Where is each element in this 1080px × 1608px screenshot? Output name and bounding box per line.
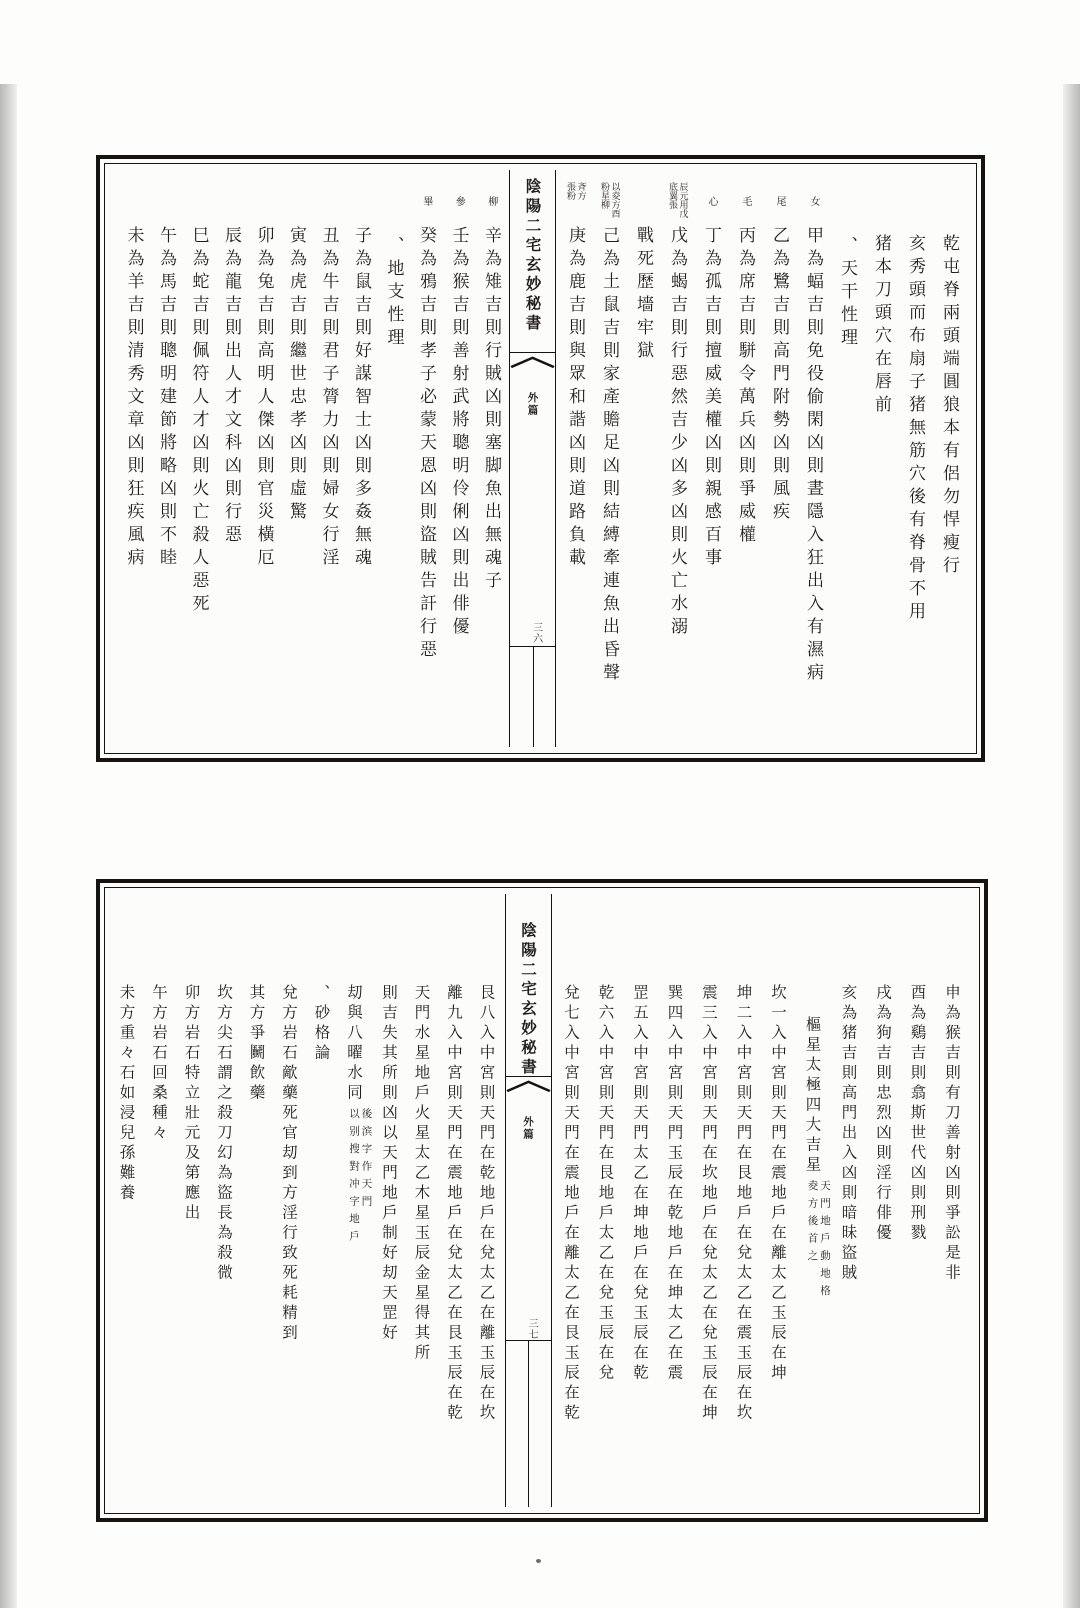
lunar-mansion-annotation bbox=[667, 182, 688, 218]
text-column bbox=[558, 170, 592, 747]
lunar-mansion-annotation: 柳 bbox=[485, 196, 497, 207]
text-column bbox=[247, 170, 280, 747]
part-label: 外篇 bbox=[526, 392, 539, 417]
section-heading-column bbox=[830, 170, 864, 747]
note-line: 以别搜對冲字地戶 bbox=[348, 1108, 360, 1248]
text-column bbox=[438, 894, 471, 1507]
column-text: 乾六入中宮則天門在艮地戶太乙在兌玉辰在兌 bbox=[596, 984, 615, 1384]
text-column bbox=[373, 894, 406, 1507]
column-text: 戰死歷墻牢獄 bbox=[633, 226, 653, 364]
book-page-37 bbox=[96, 879, 988, 1522]
column-text: 申為猴吉則有刀善射凶則爭訟是非 bbox=[943, 984, 961, 1284]
centerfold bbox=[509, 170, 556, 747]
scan-edge-left bbox=[0, 84, 17, 1608]
column-text: 坤二入中宮則天門在艮地戶在兌太乙在震玉辰在坎 bbox=[734, 984, 753, 1424]
book-page-36 bbox=[96, 155, 985, 762]
text-column bbox=[475, 170, 508, 747]
text-column bbox=[442, 170, 475, 747]
annotation-line: 斉方 bbox=[575, 182, 586, 200]
text-column bbox=[240, 894, 273, 1507]
column-text: 庚為鹿吉則與眾和諧凶則道路負載 bbox=[565, 226, 585, 571]
column-text: 坎一入中宮則天門在震地戶在離太乙玉辰在坤 bbox=[769, 984, 787, 1384]
part-label: 外篇 bbox=[522, 1116, 534, 1141]
page-36-text-flow bbox=[115, 170, 966, 747]
text-column bbox=[866, 894, 901, 1507]
fishtail-chevron-icon bbox=[506, 1080, 551, 1092]
column-text: 午為馬吉則聰明建節將略凶則不睦 bbox=[156, 226, 176, 571]
text-column bbox=[143, 894, 176, 1507]
lunar-mansion-annotation: 參 bbox=[453, 196, 465, 207]
annotation-line: 辰元用戊 bbox=[677, 182, 688, 218]
column-text: 兌七入中宮則天門在震地戶在離太乙在艮玉辰在乾 bbox=[562, 984, 580, 1424]
lunar-mansion-annotation: 心 bbox=[706, 196, 717, 207]
column-text: 未為羊吉則清秀文章凶則狂疾風病 bbox=[123, 226, 144, 571]
text-column bbox=[728, 170, 762, 747]
text-column bbox=[726, 894, 761, 1507]
page-frame-inner bbox=[104, 887, 980, 1514]
text-column bbox=[117, 170, 150, 747]
text-column bbox=[470, 894, 503, 1507]
column-text: 罡五入中宮則天門太乙在坤地戶在兌玉辰在乾 bbox=[631, 984, 649, 1384]
column-text: 巳為蛇吉則佩符人才凶則火亡殺人惡死 bbox=[188, 226, 209, 617]
section-heading-column bbox=[377, 170, 410, 747]
text-column bbox=[110, 894, 143, 1507]
text-column bbox=[692, 894, 727, 1507]
text-column bbox=[660, 170, 694, 747]
annotation-line: 以夌方酉 bbox=[609, 182, 620, 218]
column-text: 丁為孤吉則擅威美權凶則親感百事 bbox=[701, 226, 721, 571]
column-text: 甲為蝠吉則免役偷閑凶則晝隱入狂出入有濕病 bbox=[803, 226, 823, 686]
column-text: 未方重々石如浸兒孫難養 bbox=[117, 984, 136, 1204]
lunar-mansion-annotation: 毛 bbox=[740, 196, 751, 207]
lunar-mansion-annotation: 尾 bbox=[774, 196, 785, 207]
text-column bbox=[208, 894, 241, 1507]
text-column bbox=[762, 170, 796, 747]
column-text: 丑為牛吉則君子膂力凶則婦女行淫 bbox=[318, 226, 339, 571]
lunar-mansion-annotation: 女 bbox=[808, 196, 819, 207]
text-column bbox=[554, 894, 589, 1507]
text-column bbox=[623, 894, 658, 1507]
column-text: 樞星太極四大吉星 bbox=[803, 1016, 822, 1176]
column-text: 午方岩石回桑種々 bbox=[150, 984, 168, 1144]
left-text-block bbox=[110, 894, 503, 1507]
lunar-mansion-annotation bbox=[599, 182, 620, 218]
column-text: 辰為龍吉則出人才文科凶則行惡 bbox=[221, 226, 241, 548]
column-text: 丙為席吉則駢令萬兵凶則爭威權 bbox=[735, 226, 755, 548]
text-column bbox=[280, 170, 313, 747]
text-column bbox=[935, 894, 970, 1507]
annotation-line: 底翼張 bbox=[667, 182, 677, 209]
page-37-text-flow bbox=[115, 894, 969, 1507]
column-text: 子為鼠吉則好謀智士凶則多姦無魂 bbox=[351, 226, 371, 571]
text-column bbox=[182, 170, 215, 747]
text-column bbox=[795, 894, 831, 1507]
text-column bbox=[592, 170, 626, 747]
column-text: 亥為猪吉則高門出入凶則暗昧盜賊 bbox=[839, 984, 858, 1284]
text-column bbox=[312, 170, 345, 747]
column-text: 、天干性理 bbox=[837, 236, 857, 351]
column-text: 酉為鷄吉則翕斯世代凶則刑戮 bbox=[908, 984, 927, 1244]
column-text: 乾屯脊兩頭端圓狼本有侶勿悍瘦行 bbox=[939, 234, 959, 579]
right-text-block bbox=[554, 894, 970, 1507]
left-text-block bbox=[117, 170, 507, 747]
centerfold-tail-rules bbox=[506, 1340, 551, 1507]
fishtail-chevron-icon bbox=[510, 356, 555, 368]
column-text: 辛為雉吉則行賊凶則塞脚魚出無魂子 bbox=[481, 226, 501, 594]
column-text: 癸為鴉吉則孝子必蒙天恩凶則盜賊告訐行惡 bbox=[416, 226, 436, 663]
column-text: 艮八入中宮則天門在乾地戶在兌太乙在離玉辰在坎 bbox=[477, 984, 496, 1424]
text-column bbox=[900, 894, 935, 1507]
column-text: 卯為兔吉則高明人傑凶則官災橫厄 bbox=[253, 226, 274, 571]
text-column bbox=[932, 170, 966, 747]
text-column bbox=[273, 894, 306, 1507]
column-text: 乙為鷺吉則高門附勢凶則風疾 bbox=[769, 226, 789, 525]
column-text: 震三入中宮則天門在坎地戶在兌太乙在兌玉辰在坤 bbox=[700, 984, 718, 1424]
text-column bbox=[175, 894, 208, 1507]
text-column bbox=[338, 894, 373, 1507]
note-line: 後滨字作天門 bbox=[360, 1108, 373, 1213]
column-text: 、砂格論 bbox=[312, 984, 331, 1064]
centerfold bbox=[505, 894, 552, 1507]
text-column bbox=[898, 170, 932, 747]
column-text: 、地支性理 bbox=[383, 236, 404, 351]
column-text: 則吉失其所則凶以天門地戶制好刧天罡好 bbox=[380, 984, 398, 1344]
column-text: 壬為猴吉則善射武將聰明伶俐凶則出俳優 bbox=[448, 226, 469, 640]
annotation-line: 張粉 bbox=[565, 182, 575, 200]
book-title: 陰陽二宅玄妙秘書 bbox=[523, 178, 543, 334]
column-text: 離九入中宮則天門在震地戶在兌太乙在艮玉辰在乾 bbox=[445, 984, 463, 1424]
column-text: 己為土鼠吉則家產贍足凶則結縛牽連魚出昏聲 bbox=[599, 226, 619, 686]
interlinear-note bbox=[806, 1180, 831, 1303]
text-column bbox=[345, 170, 378, 747]
text-column bbox=[626, 170, 660, 747]
ink-spot bbox=[536, 1559, 541, 1563]
centerfold-tail-rules bbox=[510, 646, 555, 747]
column-text: 亥秀頭而布扇子猪無筋穴後有脊骨不用 bbox=[905, 234, 925, 625]
column-text: 戊為蝎吉則行惡然吉少凶多凶則火亡水溺 bbox=[667, 226, 687, 640]
text-column bbox=[215, 170, 248, 747]
column-text: 天門水星地戶火星太乙木星玉辰金星得其所 bbox=[412, 984, 431, 1364]
column-text: 巽四入中宮則天門玉辰在乾地戶在坤太乙在震 bbox=[665, 984, 684, 1384]
text-column bbox=[588, 894, 623, 1507]
text-column bbox=[761, 894, 796, 1507]
column-text: 卯方岩石特立壯元及第應出 bbox=[182, 984, 201, 1224]
text-column bbox=[405, 894, 438, 1507]
column-text: 其方爭鬭飲藥 bbox=[247, 984, 266, 1104]
text-column bbox=[694, 170, 728, 747]
page-frame-inner bbox=[104, 163, 977, 754]
scan-edge-right bbox=[1063, 84, 1080, 1608]
book-title: 陰陽二宅玄妙秘書 bbox=[519, 922, 538, 1078]
column-text: 猪本刀頭穴在唇前 bbox=[871, 234, 891, 418]
text-column bbox=[864, 170, 898, 747]
fishtail-mark-icon bbox=[506, 1076, 551, 1092]
column-text: 坎方尖石謂之殺刀幻為盜長為殺微 bbox=[215, 984, 233, 1284]
lunar-mansion-annotation bbox=[565, 182, 586, 200]
text-column bbox=[796, 170, 830, 747]
column-text: 寅為虎吉則繼世忠孝凶則虛驚 bbox=[286, 226, 306, 525]
lunar-mansion-annotation: 畢 bbox=[420, 196, 432, 207]
page-number: 三六 bbox=[530, 622, 542, 644]
right-text-block bbox=[558, 170, 966, 747]
text-column bbox=[657, 894, 692, 1507]
section-heading-column bbox=[305, 894, 338, 1507]
text-column bbox=[831, 894, 866, 1507]
page-number: 三七 bbox=[526, 1318, 538, 1340]
annotation-line: 粉星柳 bbox=[599, 182, 609, 209]
column-text: 刧與八曜水同 bbox=[345, 984, 363, 1104]
note-line: 夌方後首之 bbox=[806, 1180, 819, 1268]
note-line: 天門地戶動地格 bbox=[819, 1180, 831, 1303]
text-column bbox=[410, 170, 443, 747]
fishtail-mark-icon bbox=[510, 352, 555, 368]
column-text: 兌方岩石歒藥死官刧到方淫行致死耗精到 bbox=[280, 984, 298, 1344]
text-column bbox=[150, 170, 183, 747]
column-text: 戌為狗吉則忠烈凶則淫行俳優 bbox=[874, 984, 892, 1244]
interlinear-note bbox=[348, 1108, 373, 1248]
